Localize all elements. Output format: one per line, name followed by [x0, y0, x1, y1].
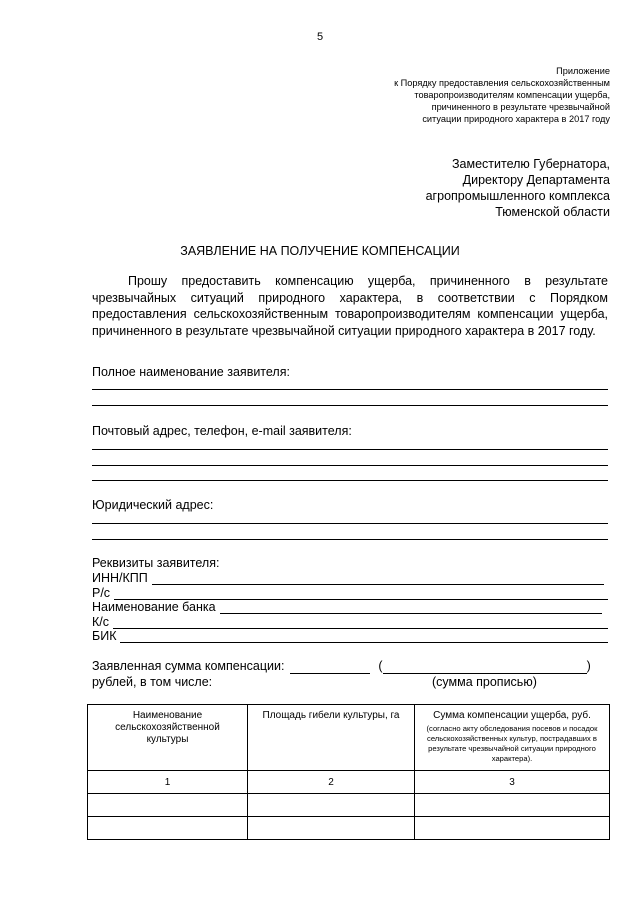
inn-kpp-row: [92, 571, 604, 585]
postal-address-line-1[interactable]: [92, 449, 608, 450]
claimed-sum-field[interactable]: [290, 661, 370, 674]
postal-address-line-2[interactable]: [92, 465, 608, 466]
crops-compensation-table: [87, 704, 610, 840]
corr-account-label: К/с: [92, 615, 110, 629]
appendix-line: причиненного в результате чрезвычайной: [431, 102, 610, 112]
addressee-line: агропромышленного комплекса: [425, 189, 610, 203]
header-area: [248, 705, 415, 771]
appendix-note: [330, 65, 610, 125]
bank-name-label: Наименование банка: [92, 600, 216, 614]
addressee-block: [350, 156, 610, 220]
table-cell[interactable]: [415, 794, 610, 817]
bank-name-field[interactable]: [220, 601, 602, 614]
appendix-line: Приложение: [556, 66, 610, 76]
addressee-line: Заместителю Губернатора,: [451, 157, 610, 171]
header-sum-note: (согласно акту обследования посевов и посадок сельскохозяйственных культур, пострадавших в результате чрезвычайной ситуации природного характера).: [426, 724, 598, 763]
bank-row: [92, 600, 602, 614]
addressee-line: Тюменской области: [495, 205, 610, 219]
addressee-line: Директору Департамента: [462, 173, 610, 187]
request-paragraph: Прошу предоставить компенсацию ущерба, причиненного в результате чрезвычайных ситуаций природного характера, в соответствии с Порядком предоставления сельскохозяйственным товаропроизводителям компенсации ущерба, причиненного в результате чрезвычайной ситуации природного характера в 2017 году.: [92, 274, 608, 338]
postal-address-label: Почтовый адрес, телефон, e-mail заявителя:: [92, 424, 352, 438]
bik-field[interactable]: [120, 630, 608, 643]
full-name-line-2[interactable]: [92, 405, 608, 406]
account-label: Р/с: [92, 586, 111, 600]
page-number: 5: [316, 31, 324, 43]
requisites-heading: Реквизиты заявителя:: [92, 556, 220, 570]
column-number: 1: [88, 771, 248, 794]
postal-address-line-3[interactable]: [92, 480, 608, 481]
document-title: ЗАЯВЛЕНИЕ НА ПОЛУЧЕНИЕ КОМПЕНСАЦИИ: [180, 244, 460, 258]
table-cell[interactable]: [415, 817, 610, 840]
table-number-row: [88, 771, 610, 794]
account-row: [92, 586, 608, 600]
claimed-sum-row: [92, 659, 608, 674]
table-cell[interactable]: [88, 794, 248, 817]
full-name-line-1[interactable]: [92, 389, 608, 390]
header-crop-name-text: Наименование сельскохозяйственной культуры: [115, 710, 220, 745]
table-row: [88, 794, 610, 817]
table-cell[interactable]: [248, 794, 415, 817]
corr-account-row: [92, 615, 608, 629]
legal-address-line-2[interactable]: [92, 539, 608, 540]
open-paren: (: [378, 659, 383, 673]
bik-row: [92, 629, 608, 643]
appendix-line: товаропроизводителям компенсации ущерба,: [414, 90, 610, 100]
inn-kpp-field[interactable]: [152, 572, 604, 585]
column-number: 2: [248, 771, 415, 794]
sum-subrow: [92, 675, 608, 690]
inn-kpp-label: ИНН/КПП: [92, 571, 148, 585]
sum-in-words-hint: (сумма прописью): [432, 675, 537, 689]
legal-address-line-1[interactable]: [92, 523, 608, 524]
sum-in-words-field[interactable]: [383, 661, 587, 674]
header-crop-name: [88, 705, 248, 771]
header-area-text: Площадь гибели культуры, га: [262, 710, 400, 721]
full-name-label: Полное наименование заявителя:: [92, 365, 290, 379]
header-compensation-sum: [415, 705, 610, 771]
appendix-line: ситуации природного характера в 2017 году: [422, 114, 610, 124]
rubles-label: рублей, в том числе:: [92, 675, 213, 689]
header-sum-text: Сумма компенсации ущерба, руб.: [433, 710, 591, 721]
close-paren: ): [586, 659, 591, 673]
claimed-sum-label: Заявленная сумма компенсации:: [92, 659, 285, 673]
table-cell[interactable]: [248, 817, 415, 840]
table-cell[interactable]: [88, 817, 248, 840]
corr-account-field[interactable]: [113, 616, 608, 629]
appendix-line: к Порядку предоставления сельскохозяйственным: [394, 78, 610, 88]
table-header-row: [88, 705, 610, 771]
legal-address-label: Юридический адрес:: [92, 498, 214, 512]
table-row: [88, 817, 610, 840]
account-field[interactable]: [114, 587, 608, 600]
column-number: 3: [415, 771, 610, 794]
bik-label: БИК: [92, 629, 117, 643]
